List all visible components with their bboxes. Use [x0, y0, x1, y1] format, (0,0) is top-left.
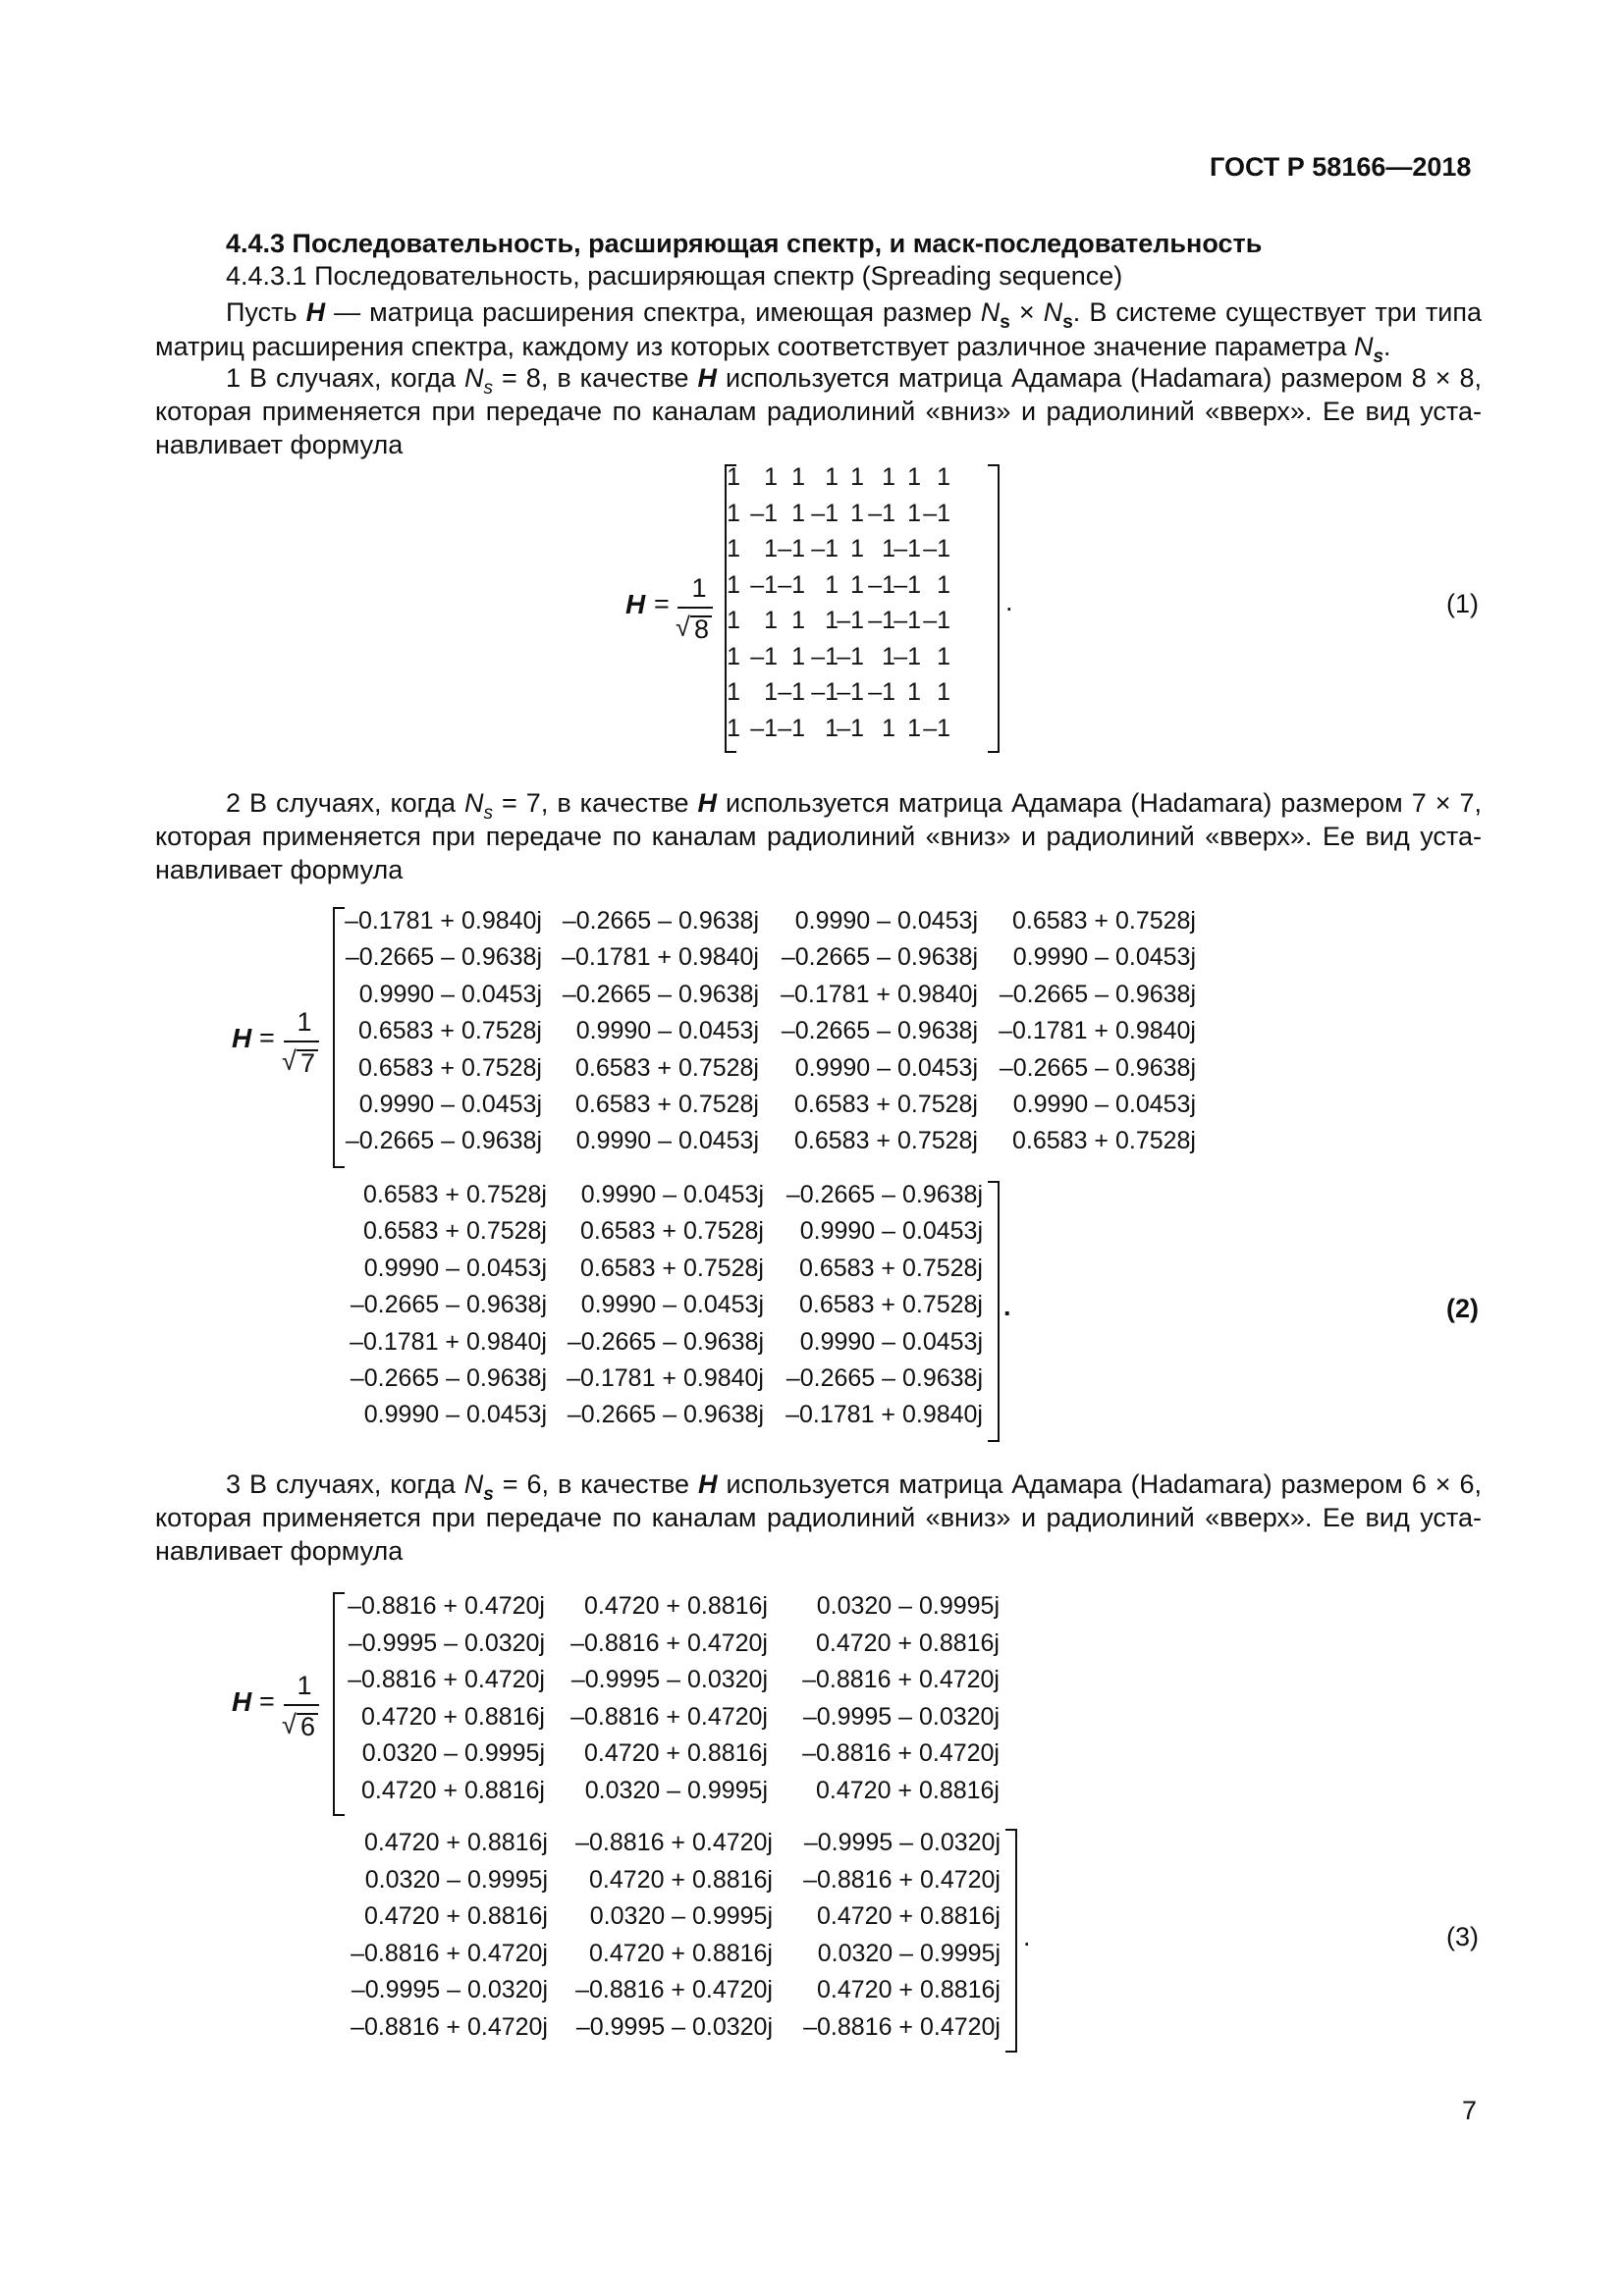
matrix-cell: –1 [837, 714, 864, 742]
matrix-cell: 0.6583 + 0.7528j [580, 1217, 764, 1246]
matrix-cell: 1 [937, 678, 950, 706]
case1-line-3: навливает формула [155, 430, 404, 459]
page-number: 7 [1462, 2096, 1478, 2125]
matrix-cell: 1 [850, 463, 864, 491]
matrix-cell: –0.8816 + 0.4720j [351, 2012, 548, 2041]
matrix-cell: –1 [750, 499, 778, 527]
matrix-cell: –0.1781 + 0.9840j [567, 1364, 764, 1392]
matrix-cell: 1 [727, 642, 740, 670]
formula2-right-bracket-b [988, 1181, 1000, 1442]
matrix-cell: –0.2665 – 0.9638j [785, 1364, 983, 1392]
matrix-cell: –1 [868, 499, 895, 527]
matrix-cell: –0.2665 – 0.9638j [345, 943, 542, 972]
matrix-cell: 0.9990 – 0.0453j [363, 1254, 547, 1282]
formula3-numerator: 1 [297, 1671, 312, 1700]
matrix-cell: –1 [778, 535, 805, 562]
matrix-cell: 0.6583 + 0.7528j [363, 1217, 547, 1246]
matrix-cell: 0.6583 + 0.7528j [1012, 907, 1196, 934]
case2-line-1: 2 В случаях, когда $N_s = 7$, в качестве H используется матрица Адамара (Hadamara) размером 7 × 7, [226, 788, 1482, 824]
matrix-cell: 0.4720 + 0.8816j [816, 1776, 1000, 1804]
matrix-cell: –0.2665 – 0.9638j [345, 1127, 542, 1155]
matrix-cell: 1 [825, 570, 839, 599]
matrix-cell: 0.4720 + 0.8816j [589, 1865, 773, 1894]
matrix-cell: 0.0320 – 0.9995j [589, 1902, 773, 1930]
matrix-cell: 0.0320 – 0.9995j [817, 1939, 1001, 1967]
matrix-cell: –0.1781 + 0.9840j [781, 980, 978, 1008]
matrix-cell: 0.6583 + 0.7528j [580, 1254, 764, 1282]
formula2-fraction-line [284, 1041, 319, 1042]
matrix-cell: 1 [727, 678, 740, 706]
matrix-cell: 1 [791, 642, 805, 670]
matrix-cell: 0.4720 + 0.8816j [584, 1739, 768, 1767]
formula1-lhs: H [625, 589, 646, 619]
matrix-cell: 0.0320 – 0.9995j [364, 1865, 548, 1894]
matrix-cell: –1 [893, 642, 921, 670]
formula1-right-bracket [988, 464, 1000, 753]
matrix-cell: 0.6583 + 0.7528j [794, 1091, 978, 1118]
formula2-equals: = [259, 1023, 275, 1052]
matrix-cell: 0.6583 + 0.7528j [794, 1127, 978, 1155]
matrix-cell: 1 [882, 463, 895, 491]
matrix-cell: 1 [937, 570, 950, 599]
matrix-cell: –0.2665 – 0.9638j [567, 1401, 764, 1429]
matrix-cell: –0.1781 + 0.9840j [562, 943, 759, 972]
matrix-cell: –0.8816 + 0.4720j [575, 1829, 773, 1856]
matrix-cell: –1 [750, 570, 778, 599]
matrix-cell: –1 [811, 678, 839, 706]
case3-line-1: 3 В случаях, когда $N_s = 6$, в качестве H используется матрица Адамара (Hadamara) размером 6 × 6, [226, 1469, 1482, 1505]
matrix-cell: 0.6583 + 0.7528j [358, 1017, 542, 1045]
matrix-cell: –0.8816 + 0.4720j [351, 1939, 548, 1967]
matrix-cell: 1 [882, 642, 895, 670]
matrix-cell: 0.9990 – 0.0453j [575, 1127, 759, 1155]
matrix-cell: –0.2665 – 0.9638j [562, 907, 759, 934]
matrix-cell: 0.9990 – 0.0453j [363, 1401, 547, 1429]
matrix-cell: 0.0320 – 0.9995j [361, 1739, 545, 1767]
matrix-cell: –0.8816 + 0.4720j [348, 1666, 545, 1693]
matrix-cell: –0.1781 + 0.9840j [785, 1401, 983, 1429]
matrix-cell: 0.9990 – 0.0453j [575, 1017, 759, 1045]
formula3-lhs: H [232, 1686, 252, 1717]
matrix-cell: 0.6583 + 0.7528j [799, 1254, 983, 1282]
matrix-cell: –0.8816 + 0.4720j [570, 1629, 768, 1657]
matrix-cell: 0.4720 + 0.8816j [584, 1592, 768, 1620]
matrix-cell: 0.9990 – 0.0453j [799, 1217, 983, 1246]
formula3-dot: . [1023, 1922, 1031, 1951]
matrix-cell: –0.8816 + 0.4720j [803, 2012, 1001, 2041]
section-title: 4.4.3 Последовательность, расширяющая спектр, и маск-последовательность [226, 229, 1263, 258]
matrix-cell: 1 [907, 714, 921, 742]
matrix-cell: 1 [825, 463, 839, 491]
matrix-cell: 1 [907, 678, 921, 706]
formula3-sqrt [282, 1710, 321, 1743]
matrix-cell: –0.2665 – 0.9638j [999, 1053, 1196, 1082]
matrix-cell: –0.2665 – 0.9638j [999, 980, 1196, 1008]
matrix-cell: 1 [850, 535, 864, 562]
matrix-cell: 0.6583 + 0.7528j [575, 1053, 759, 1082]
sqrt-symbol-icon: √ [282, 1046, 297, 1076]
matrix-cell: –1 [923, 607, 950, 634]
matrix-cell: –1 [893, 535, 921, 562]
matrix-cell: 0.4720 + 0.8816j [817, 1976, 1001, 2003]
matrix-cell: –1 [750, 642, 778, 670]
matrix-cell: –0.9995 – 0.0320j [802, 1702, 1000, 1731]
matrix-cell: –0.9995 – 0.0320j [575, 2012, 773, 2041]
matrix-cell: –1 [868, 570, 895, 599]
matrix-cell: 0.6583 + 0.7528j [1012, 1127, 1196, 1155]
formula3-equals: = [259, 1686, 275, 1716]
matrix-cell: –0.2665 – 0.9638j [781, 943, 978, 972]
matrix-cell: 1 [764, 678, 778, 706]
intro-line-2: матриц расширения спектра, каждому из которых соответствует различное значение параметра $N_s$. [155, 332, 1391, 367]
matrix-cell: 0.9990 – 0.0453j [1012, 943, 1196, 972]
formula1-equals: = [654, 589, 670, 618]
case1-line-1: 1 В случаях, когда $N_s = 8$, в качестве H используется матрица Адамара (Hadamara) размером 8 × 8, [226, 363, 1482, 399]
matrix-cell: –0.1781 + 0.9840j [999, 1017, 1196, 1045]
matrix-cell: –0.2665 – 0.9638j [350, 1291, 547, 1319]
matrix-cell: 1 [825, 607, 839, 634]
matrix-cell: –1 [837, 607, 864, 634]
matrix-cell: –1 [811, 499, 839, 527]
matrix-cell: –0.9995 – 0.0320j [348, 1629, 545, 1657]
matrix-cell: –0.1781 + 0.9840j [345, 907, 542, 934]
matrix-cell: 1 [791, 463, 805, 491]
case2-line-3: навливает формула [155, 855, 404, 884]
matrix-cell: 1 [791, 499, 805, 527]
matrix-cell: 1 [727, 570, 740, 599]
formula2-numerator: 1 [297, 1007, 312, 1037]
formula1-dot: . [1005, 587, 1013, 616]
matrix-cell: 1 [937, 642, 950, 670]
matrix-cell: –0.8816 + 0.4720j [575, 1976, 773, 2003]
matrix-cell: –0.9995 – 0.0320j [570, 1666, 768, 1693]
matrix-cell: 0.4720 + 0.8816j [361, 1776, 545, 1804]
formula1-number: (1) [1446, 589, 1479, 618]
matrix-cell: –0.2665 – 0.9638j [785, 1181, 983, 1208]
matrix-cell: 0.4720 + 0.8816j [364, 1829, 548, 1856]
matrix-cell: –1 [868, 678, 895, 706]
matrix-cell: 1 [764, 535, 778, 562]
matrix-cell: 1 [850, 570, 864, 599]
matrix-cell: –0.2665 – 0.9638j [567, 1327, 764, 1356]
matrix-cell: 1 [764, 463, 778, 491]
formula3-right-bracket-b [1005, 1829, 1017, 2053]
matrix-cell: 0.4720 + 0.8816j [816, 1629, 1000, 1657]
formula2-lhs: H [232, 1023, 252, 1053]
matrix-cell: 0.9990 – 0.0453j [794, 907, 978, 934]
matrix-cell: 1 [727, 714, 740, 742]
matrix-cell: 0.6583 + 0.7528j [358, 1053, 542, 1082]
matrix-cell: 1 [850, 499, 864, 527]
formula2-sqrt [282, 1046, 321, 1080]
matrix-cell: 0.9990 – 0.0453j [358, 1091, 542, 1118]
matrix-cell: 0.9990 – 0.0453j [358, 980, 542, 1008]
matrix-cell: –0.2665 – 0.9638j [781, 1017, 978, 1045]
matrix-cell: 0.4720 + 0.8816j [361, 1702, 545, 1731]
matrix-cell: –0.8816 + 0.4720j [803, 1865, 1001, 1894]
matrix-cell: 0.4720 + 0.8816j [817, 1902, 1001, 1930]
matrix-cell: –0.8816 + 0.4720j [802, 1666, 1000, 1693]
matrix-cell: 0.4720 + 0.8816j [364, 1902, 548, 1930]
matrix-cell: 1 [764, 607, 778, 634]
sqrt-symbol-icon: √ [676, 613, 690, 642]
case2-line-2: которая применяется при передаче по каналам радиолиний «вниз» и радиолиний «вверх». Ее вид уста- [155, 822, 1482, 851]
matrix-cell: 1 [825, 714, 839, 742]
matrix-cell: –0.8816 + 0.4720j [802, 1739, 1000, 1767]
matrix-cell: –0.8816 + 0.4720j [348, 1592, 545, 1620]
matrix-cell: –1 [893, 570, 921, 599]
matrix-cell: –1 [778, 570, 805, 599]
matrix-cell: 0.9990 – 0.0453j [580, 1181, 764, 1208]
matrix-cell: 1 [907, 499, 921, 527]
matrix-cell: –1 [923, 535, 950, 562]
matrix-cell: 0.4720 + 0.8816j [589, 1939, 773, 1967]
matrix-cell: –1 [923, 499, 950, 527]
matrix-cell: –1 [837, 678, 864, 706]
matrix-cell: –1 [837, 642, 864, 670]
document-id: ГОСТ Р 58166—2018 [1210, 152, 1472, 182]
formula1-radicand: 8 [694, 614, 710, 644]
matrix-cell: –0.2665 – 0.9638j [562, 980, 759, 1008]
matrix-cell: –1 [778, 714, 805, 742]
matrix-cell: 0.0320 – 0.9995j [816, 1592, 1000, 1620]
matrix-cell: –0.1781 + 0.9840j [350, 1327, 547, 1356]
formula2-number: (2) [1446, 1294, 1479, 1323]
matrix-cell: –1 [811, 535, 839, 562]
matrix-cell: –1 [778, 678, 805, 706]
subsection-title: 4.4.3.1 Последовательность, расширяющая спектр (Spreading sequence) [226, 261, 1123, 291]
matrix-cell: 1 [937, 463, 950, 491]
matrix-cell: 1 [727, 535, 740, 562]
matrix-cell: –0.9995 – 0.0320j [351, 1976, 548, 2003]
matrix-cell: 0.9990 – 0.0453j [799, 1327, 983, 1356]
case3-line-3: навливает формула [155, 1536, 404, 1566]
matrix-cell: 1 [882, 535, 895, 562]
formula2-radicand: 7 [300, 1048, 316, 1078]
matrix-cell: –1 [811, 642, 839, 670]
matrix-cell: 0.6583 + 0.7528j [575, 1091, 759, 1118]
matrix-cell: 1 [727, 463, 740, 491]
matrix-cell: 0.9990 – 0.0453j [1012, 1091, 1196, 1118]
formula1-numerator: 1 [691, 573, 707, 603]
matrix-cell: 0.0320 – 0.9995j [584, 1776, 768, 1804]
matrix-cell: 1 [907, 463, 921, 491]
matrix-cell: 0.9990 – 0.0453j [794, 1053, 978, 1082]
sqrt-symbol-icon: √ [282, 1710, 297, 1739]
matrix-cell: 0.6583 + 0.7528j [363, 1181, 547, 1208]
matrix-cell: –0.9995 – 0.0320j [803, 1829, 1001, 1856]
matrix-cell: –0.8816 + 0.4720j [570, 1702, 768, 1731]
matrix-cell: 1 [727, 607, 740, 634]
matrix-cell: 0.9990 – 0.0453j [580, 1291, 764, 1319]
formula2-dot: . [1003, 1292, 1011, 1321]
matrix-cell: –1 [750, 714, 778, 742]
matrix-cell: 1 [791, 607, 805, 634]
matrix-cell: –0.2665 – 0.9638j [350, 1364, 547, 1392]
formula3-fraction-line [284, 1704, 319, 1706]
matrix-cell: –1 [893, 607, 921, 634]
case3-line-2: которая применяется при передаче по каналам радиолиний «вниз» и радиолиний «вверх». Ее вид уста- [155, 1503, 1482, 1532]
formula3-radicand: 6 [300, 1712, 316, 1741]
formula3-number: (3) [1446, 1922, 1479, 1951]
matrix-cell: 1 [727, 499, 740, 527]
matrix-cell: –1 [868, 607, 895, 634]
matrix-cell: 0.6583 + 0.7528j [799, 1291, 983, 1319]
intro-line-1: Пусть H — матрица расширения спектра, имеющая размер $N_s \times N_s$. В системе существует три типа [226, 297, 1482, 333]
matrix-cell: –1 [923, 714, 950, 742]
matrix-cell: 1 [882, 714, 895, 742]
case1-line-2: которая применяется при передаче по каналам радиолиний «вниз» и радиолиний «вверх». Ее вид уста- [155, 397, 1482, 426]
